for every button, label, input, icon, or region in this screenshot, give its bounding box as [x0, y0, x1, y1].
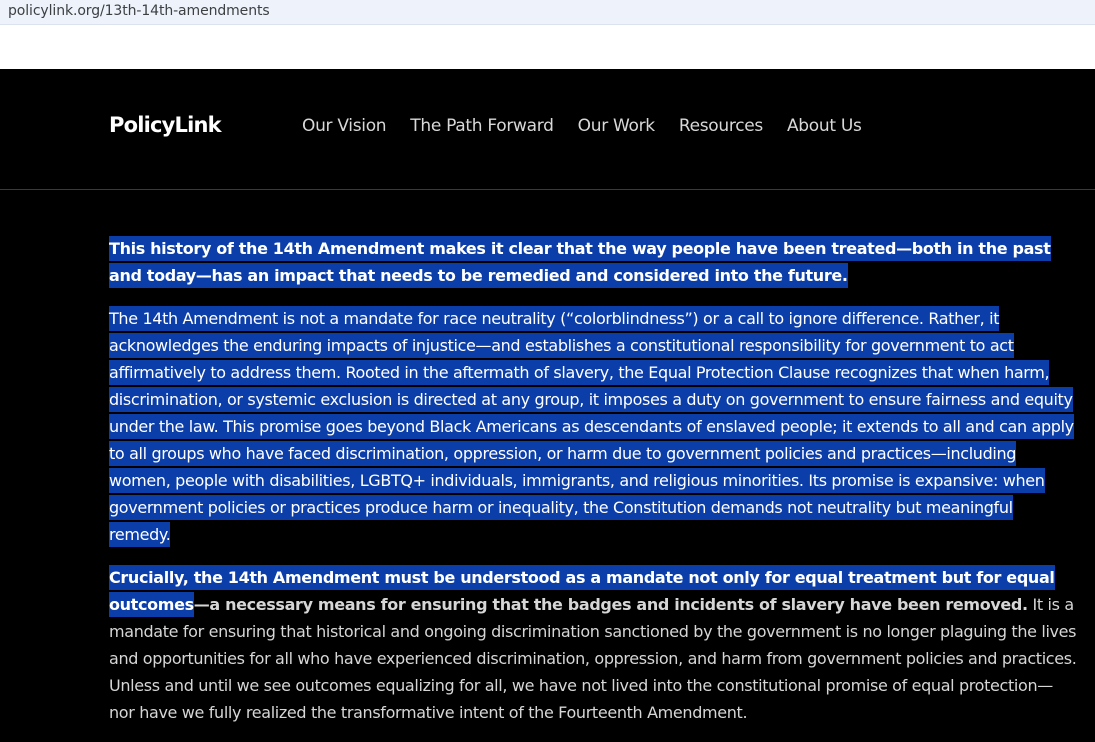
nav-item-our-work[interactable]: Our Work [577, 116, 655, 136]
url-text[interactable]: policylink.org/13th-14th-amendments [8, 3, 270, 19]
nav-item-path-forward[interactable]: The Path Forward [410, 116, 554, 136]
nav-item-about-us[interactable]: About Us [786, 116, 862, 136]
nav-item-our-vision[interactable]: Our Vision [302, 116, 387, 136]
paragraph-2-text: The 14th Amendment is not a mandate for race neutrality (“colorblindness”) or a call to ignore difference. Rather, it acknowledges the enduring impacts of injustice—and establishes a constitutional responsibility for government to act affirmatively to address them. Rooted in the aftermath of slavery, the Equal Protection Clause recognizes that when harm, discrimination, or systemic exclusion is directed at any group, it imposes a duty on government to ensure fairness and equity under the law. This promise goes beyond Black Americans as descendants of enslaved people; it extends to all and can apply to all groups who have faced discrimination, oppression, or harm due to government policies and practices—including women, people with disabilities, LGBTQ+ individuals, immigrants, and religious minorities. Its promise is expansive: when government policies or practices produce harm or inequality, the Constitution demands not neutrality but meaningful remedy. [109, 306, 1074, 547]
paragraph-3-plain-text: It is a mandate for ensuring that historical and ongoing discrimination sanctioned by the government is no longer plaguing the lives and opportunities for all who have experienced discrimination, oppression, and harm from government policies and practices. Unless and until we see outcomes equalizing for all, we have not lived into the constitutional promise of equal protection—nor have we fully realized the transformative intent of the Fourteenth Amendment. [109, 595, 1077, 722]
main-nav [302, 116, 886, 136]
paragraph-1 [109, 235, 1077, 289]
browser-url-bar[interactable] [0, 0, 1095, 25]
browser-toolbar-strip [0, 25, 1095, 69]
paragraph-2 [109, 305, 1077, 548]
article-body [109, 235, 1077, 742]
policylink-logo[interactable]: PolicyLink [109, 113, 221, 137]
paragraph-3-highlighted-text: Crucially, the 14th Amendment must be understood as a mandate not only for equal treatment but for equal outcomes [109, 565, 1055, 617]
paragraph-1-text: This history of the 14th Amendment makes it clear that the way people have been treated—both in the past and today—has an impact that needs to be remedied and considered into the future. [109, 236, 1051, 288]
paragraph-3-bold-text: —a necessary means for ensuring that the badges and incidents of slavery have been removed. [193, 595, 1028, 614]
nav-item-resources[interactable]: Resources [678, 116, 763, 136]
site-header [0, 69, 1095, 190]
paragraph-3 [109, 564, 1077, 726]
